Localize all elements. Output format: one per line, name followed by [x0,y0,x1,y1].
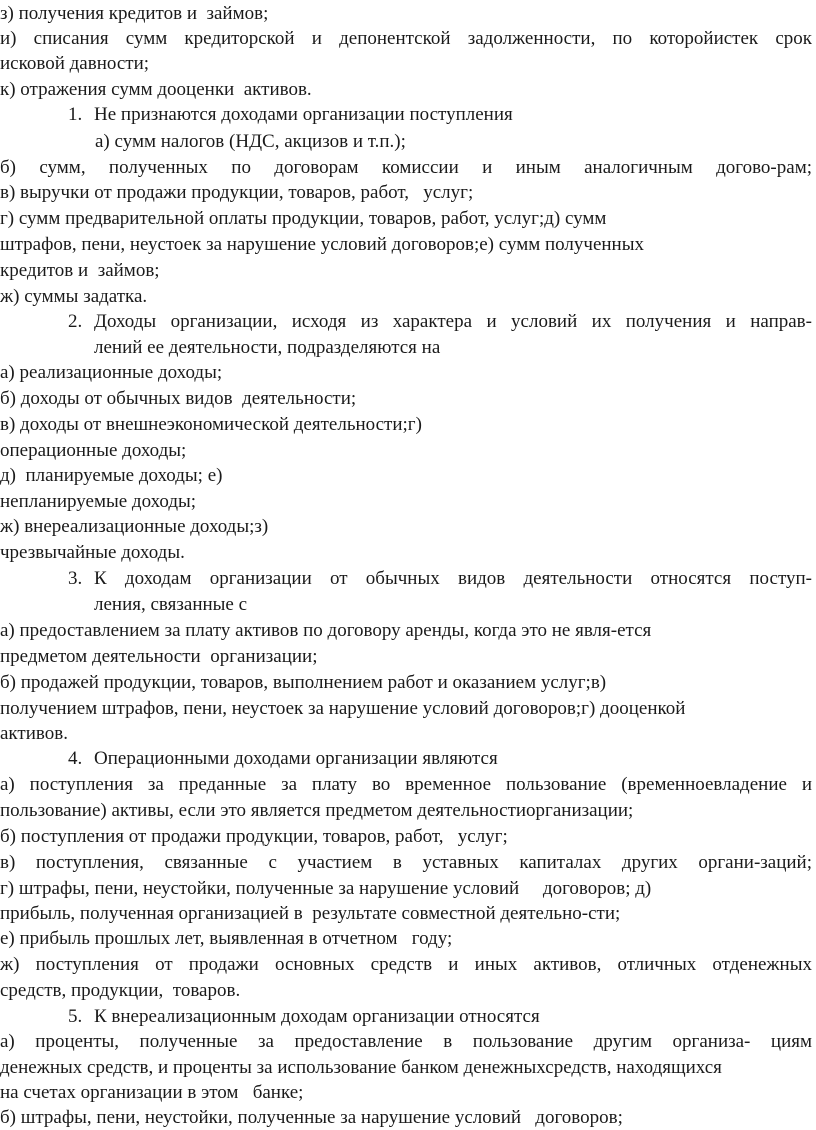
list-number: 4. [68,748,83,769]
list-number: 3. [68,568,83,589]
list-number: 2. [68,311,83,332]
heading-text: Операционными доходами организации являются [94,748,498,769]
text-line: д) планируемые доходы; е) [0,465,223,486]
text-line: е) прибыль прошлых лет, выявленная в отчетном году; [0,928,453,949]
text-line: б) продажей продукции, товаров, выполнением работ и оказанием услуг;в) [0,672,607,693]
heading-text: Доходы организации, исходя из характера и условий их получения и направ- [94,311,812,332]
text-line: в) доходы от внешнеэкономической деятельности;г) [0,414,422,435]
text-line: предметом деятельности организации; [0,646,318,667]
text-line: ления, связанные с [94,594,248,615]
text-line: и) списания сумм кредиторской и депонентской задолженности, по которойистек срок [0,28,812,49]
text-line: средств, продукции, товаров. [0,980,241,1001]
text-line: а) поступления за преданные за плату во временное пользование (временноевладение и [0,774,812,795]
text-line: непланируемые доходы; [0,491,197,512]
text-line: прибыль, полученная организацией в результате совместной деятельно-сти; [0,903,621,924]
numbered-heading [68,747,812,771]
text-line: получением штрафов, пени, неустоек за нарушение условий договоров;г) дооценкой [0,698,686,719]
text-line: на счетах организации в этом банке; [0,1082,304,1103]
list-number: 5. [68,1006,83,1027]
numbered-heading [68,1005,812,1029]
text-line: б) поступления от продажи продукции, товаров, работ, услуг; [0,826,508,847]
text-line: пользование) активы, если это является предметом деятельностиорганизации; [0,800,634,821]
text-line: ж) суммы задатка. [0,286,148,307]
text-line: а) сумм налогов (НДС, акцизов и т.п.); [95,131,406,152]
text-line: в) поступления, связанные с участием в уставных капиталах других органи-заций; [0,852,812,873]
numbered-heading [68,567,812,591]
heading-text: Не признаются доходами организации поступления [94,104,513,125]
text-line: чрезвычайные доходы. [0,542,185,563]
text-line: денежных средств, и проценты за использование банком денежныхсредств, находящихся [0,1057,722,1078]
numbered-heading [68,103,812,127]
text-line: лений ее деятельности, подразделяются на [94,337,441,358]
text-line: операционные доходы; [0,440,187,461]
text-line: а) предоставлением за плату активов по договору аренды, когда это не явля-ется [0,620,652,641]
text-line: в) выручки от продажи продукции, товаров, работ, услуг; [0,182,474,203]
text-line: кредитов и займов; [0,260,160,281]
text-line: б) доходы от обычных видов деятельности; [0,388,357,409]
text-line: а) реализационные доходы; [0,362,223,383]
text-line: ж) поступления от продажи основных средств и иных активов, отличных отденежных [0,954,812,975]
numbered-heading [68,310,812,334]
text-line: к) отражения сумм дооценки активов. [0,79,312,100]
text-line: б) сумм, полученных по договорам комиссии и иным аналогичным догово-рам; [0,157,812,178]
text-line: исковой давности; [0,53,150,74]
list-number: 1. [68,104,83,125]
text-line: г) сумм предварительной оплаты продукции, товаров, работ, услуг;д) сумм [0,208,607,229]
text-line: з) получения кредитов и займов; [0,3,269,24]
text-line: ж) внереализационные доходы;з) [0,516,269,537]
text-line: штрафов, пени, неустоек за нарушение условий договоров;е) сумм полученных [0,234,644,255]
text-line: а) проценты, полученные за предоставление в пользование другим организа- циям [0,1031,812,1052]
text-line: активов. [0,723,68,744]
text-line: г) штрафы, пени, неустойки, полученные за нарушение условий договоров; д) [0,878,652,899]
text-line: б) штрафы, пени, неустойки, полученные за нарушение условий договоров; [0,1107,623,1128]
heading-text: К доходам организации от обычных видов деятельности относятся поступ- [94,568,812,589]
heading-text: К внереализационным доходам организации относятся [94,1006,540,1027]
